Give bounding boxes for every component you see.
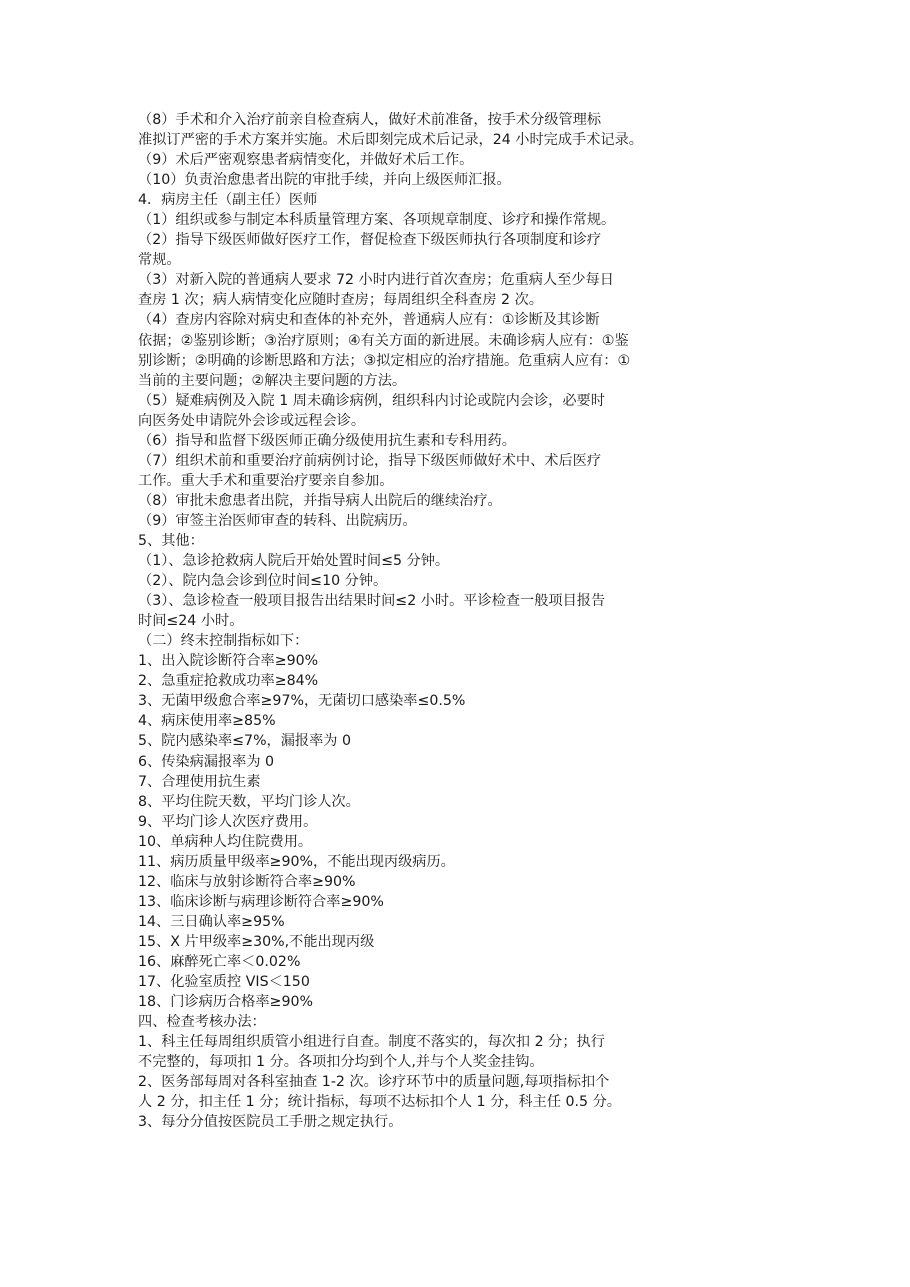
text-line: 工作。重大手术和重要治疗要亲自参加。: [138, 472, 394, 489]
text-line: 2、医务部每周对各科室抽查 1-2 次。诊疗环节中的质量问题,每项指标扣个: [138, 1074, 610, 1091]
text-line: 17、化验室质控 VIS＜150: [138, 974, 310, 991]
text-line: （3）、急诊检查一般项目报告出结果时间≤2 小时。平诊检查一般项目报告: [138, 593, 606, 610]
text-line: （6）指导和监督下级医师正确分级使用抗生素和专科用药。: [138, 432, 516, 449]
text-line: 9、平均门诊人次医疗费用。: [138, 813, 318, 830]
text-line: （8）审批未愈患者出院，并指导病人出院后的继续治疗。: [138, 492, 502, 509]
text-line: 3、无菌甲级愈合率≥97%，无菌切口感染率≤0.5%: [138, 693, 466, 710]
document-body: [138, 110, 728, 1132]
text-line: 16、麻醉死亡率＜0.02%: [138, 953, 301, 970]
text-line: 11、病历质量甲级率≥90%，不能出现丙级病历。: [138, 853, 455, 870]
text-line: （9）审签主治医师审查的转科、出院病历。: [138, 512, 417, 529]
text-line: 依据；②鉴别诊断；③治疗原则；④有关方面的新进展。未确诊病人应有：①鉴: [138, 332, 629, 349]
text-line: 准拟订严密的手术方案并实施。术后即刻完成术后记录，24 小时完成手术记录。: [138, 132, 643, 149]
text-line: 8、平均住院天数，平均门诊人次。: [138, 793, 360, 810]
text-line: （1）、急诊抢救病人院后开始处置时间≤5 分钟。: [138, 553, 450, 570]
text-line: 13、临床诊断与病理诊断符合率≥90%: [138, 893, 384, 910]
text-line: 7、合理使用抗生素: [138, 773, 261, 790]
text-line: 18、门诊病历合格率≥90%: [138, 994, 313, 1011]
text-line: （1）组织或参与制定本科质量管理方案、各项规章制度、诊疗和操作常规。: [138, 212, 616, 229]
text-line: 查房 1 次；病人病情变化应随时查房；每周组织全科查房 2 次。: [138, 292, 543, 309]
text-line: （二）终末控制指标如下：: [138, 633, 309, 650]
text-line: 时间≤24 小时。: [138, 613, 244, 630]
text-line: 1、出入院诊断符合率≥90%: [138, 653, 319, 670]
text-line: 4、病床使用率≥85%: [138, 713, 276, 730]
text-line: （2）指导下级医师做好医疗工作，督促检查下级医师执行各项制度和诊疗: [138, 232, 602, 249]
text-line: 人 2 分，扣主任 1 分；统计指标，每项不达标扣个人 1 分，科主任 0.5 分。: [138, 1094, 621, 1111]
text-line: （10）负责治愈患者出院的审批手续，并向上级医师汇报。: [138, 172, 511, 189]
text-line: （7）组织术前和重要治疗前病例讨论，指导下级医师做好术中、术后医疗: [138, 452, 602, 469]
text-line: 当前的主要问题；②解决主要问题的方法。: [138, 372, 407, 389]
text-line: 12、临床与放射诊断符合率≥90%: [138, 873, 356, 890]
text-line: （5）疑难病例及入院 1 周未确诊病例，组织科内讨论或院内会诊，必要时: [138, 392, 605, 409]
text-line: 4．病房主任（副主任）医师: [138, 192, 318, 209]
text-line: （8）手术和介入治疗前亲自检查病人，做好术前准备，按手术分级管理标: [138, 112, 602, 128]
text-line: （4）查房内容除对病史和查体的补充外，普通病人应有：①诊断及其诊断: [138, 312, 600, 329]
text-line: 2、急重症抢救成功率≥84%: [138, 673, 319, 690]
text-line: 向医务处申请院外会诊或远程会诊。: [138, 412, 366, 429]
text-line: 四、检查考核办法：: [138, 1014, 266, 1031]
text-line: 10、单病种人均住院费用。: [138, 833, 313, 850]
text-line: 不完整的，每项扣 1 分。各项扣分均到个人,并与个人奖金挂钩。: [138, 1054, 544, 1071]
text-line: 别诊断；②明确的诊断思路和方法；③拟定相应的治疗措施。危重病人应有：①: [138, 352, 631, 369]
text-line: 5、其他：: [138, 532, 204, 549]
text-line: （2）、院内急会诊到位时间≤10 分钟。: [138, 573, 388, 590]
text-line: 3、每分分值按医院员工手册之规定执行。: [138, 1114, 403, 1131]
text-line: 6、传染病漏报率为 0: [138, 753, 275, 770]
text-line: 1、科主任每周组织质管小组进行自查。制度不落实的，每次扣 2 分；执行: [138, 1034, 605, 1051]
text-line: （9）术后严密观察患者病情变化，并做好术后工作。: [138, 152, 474, 169]
text-line: 15、X 片甲级率≥30%,不能出现丙级: [138, 933, 375, 950]
text-line: 5、院内感染率≤7%，漏报率为 0: [138, 733, 352, 750]
text-line: （3）对新入院的普通病人要求 72 小时内进行首次查房；危重病人至少每日: [138, 272, 614, 289]
text-line: 14、三日确认率≥95%: [138, 913, 285, 930]
text-line: 常规。: [138, 252, 181, 269]
